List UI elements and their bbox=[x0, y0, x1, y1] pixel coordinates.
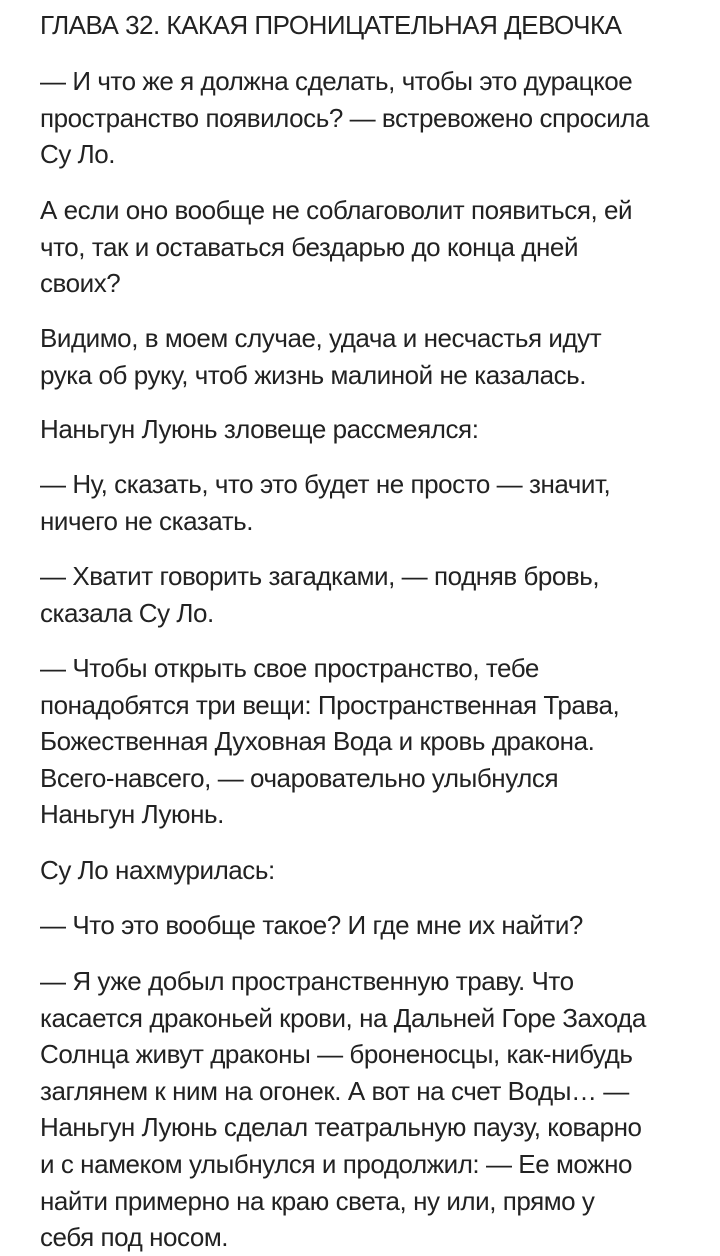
text-line: — Чтобы открыть свое пространство, тебе bbox=[40, 653, 539, 683]
text-line: — И что же я должна сделать, чтобы это дурацкое bbox=[40, 66, 633, 96]
paragraph bbox=[40, 650, 700, 833]
text-line: заглянем к ним на огонек. А вот на счет Воды… — bbox=[40, 1075, 629, 1106]
text-line: что, так и оставаться бездарью до конца дней bbox=[40, 231, 579, 262]
text-line: Су Ло нахмурилась: bbox=[40, 855, 275, 885]
text-line: Солнца живут драконы — броненосцы, как-нибудь bbox=[40, 1039, 633, 1070]
text-line: найти примерно на краю света, ну или, прямо у bbox=[40, 1185, 595, 1216]
text-line: — Ну, сказать, что это будет не просто — значит, bbox=[40, 469, 611, 499]
text-line: Всего-навсего, — очаровательно улыбнулся bbox=[40, 762, 559, 793]
paragraph bbox=[40, 963, 700, 1256]
text-line: ничего не сказать. bbox=[40, 505, 254, 536]
text-line: себя под носом. bbox=[40, 1222, 229, 1253]
paragraph bbox=[40, 558, 700, 631]
text-line: пространство появилось? — встревожено спросила bbox=[40, 102, 650, 133]
text-line: сказала Су Ло. bbox=[40, 597, 214, 628]
paragraph bbox=[40, 411, 700, 448]
text-line: и с намеком улыбнулся и продолжил: — Ее можно bbox=[40, 1148, 632, 1179]
paragraph bbox=[40, 466, 700, 539]
paragraph bbox=[40, 320, 700, 393]
paragraph bbox=[40, 192, 700, 302]
paragraph bbox=[40, 63, 700, 173]
text-line: Наньгун Луюнь сделал театральную паузу, коварно bbox=[40, 1112, 642, 1143]
text-line: — Хватит говорить загадками, — подняв бровь, bbox=[40, 561, 600, 591]
text-line: — Что это вообще такое? И где мне их найти? bbox=[40, 910, 583, 940]
text-line: своих? bbox=[40, 268, 121, 299]
text-line: касается драконьей крови, на Дальней Горе Захода bbox=[40, 1002, 646, 1033]
text-line: А если оно вообще не соблаговолит появиться, ей bbox=[40, 195, 633, 225]
text-line: Наньгун Луюнь зловеще рассмеялся: bbox=[40, 414, 479, 444]
text-line: Видимо, в моем случае, удача и несчастья идут bbox=[40, 323, 602, 353]
paragraph bbox=[40, 852, 700, 889]
text-line: Божественная Духовная Вода и кровь дракона. bbox=[40, 726, 595, 757]
text-line: Наньгун Луюнь. bbox=[40, 799, 224, 830]
paragraph bbox=[40, 907, 700, 944]
text-line: Су Ло. bbox=[40, 139, 116, 170]
text-line: понадобятся три вещи: Пространственная Трава, bbox=[40, 689, 620, 720]
chapter-title: ГЛАВА 32. КАКАЯ ПРОНИЦАТЕЛЬНАЯ ДЕВОЧКА bbox=[40, 10, 622, 40]
text-line: рука об руку, чтоб жизнь малиной не казалась. bbox=[40, 359, 587, 390]
text-line: — Я уже добыл пространственную траву. Что bbox=[40, 966, 574, 996]
